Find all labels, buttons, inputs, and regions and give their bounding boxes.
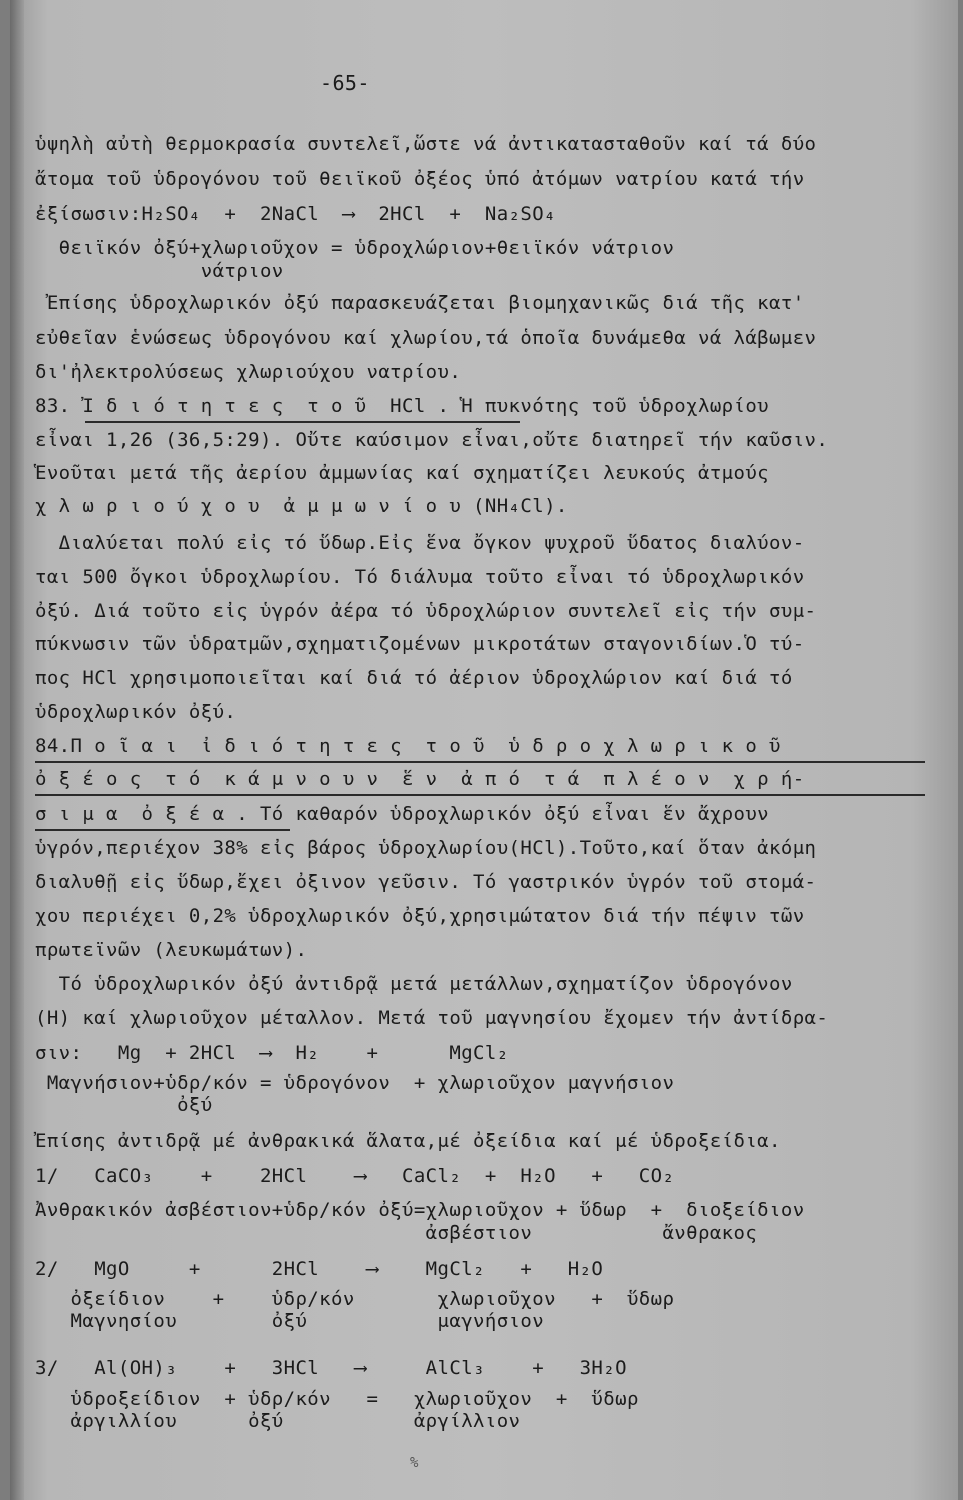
text-line: πρωτεϊνῶν (λευκωμάτων). [35, 939, 308, 961]
text-line: χ λ ω ρ ι ο ύ χ ο υ ἀ μ μ ω ν ί ο υ (NH₄Cl). [35, 495, 568, 517]
text-line: εἶναι 1,26 (36,5:29). Οὔτε καύσιμον εἶναι,οὔτε διατηρεῖ τήν καῦσιν. [35, 429, 829, 451]
text-line: Ἐπίσης ὑδροχλωρικόν ὀξύ παρασκευάζεται βιομηχανικῶς διά τῆς κατ' [35, 292, 805, 314]
text-line: σ ι μ α ὀ ξ έ α . Τό καθαρόν ὑδροχλωρικόν ὀξύ εἶναι ἕν ἄχρουν [35, 803, 770, 825]
text-line: πος HCl χρησιμοποιεῖται καί διά τό ἀέριον ὑδροχλώριον καί διά τό [35, 667, 793, 689]
reaction-2-formula: 2/ MgO + 2HCl ⟶ MgCl₂ + H₂O [35, 1258, 604, 1280]
reaction-1-formula: 1/ CaCO₃ + 2HCl ⟶ CaCl₂ + H₂O + CO₂ [35, 1165, 675, 1187]
reaction-1-words: Ἀνθρακικόν ἀσβέστιον+ὑδρ/κόν ὀξύ=χλωριοῦχον + ὕδωρ + διοξείδιον [35, 1199, 805, 1221]
text-line: ὑγρόν,περιέχον 38% εἰς βάρος ὑδροχλωρίου(HCl).Τοῦτο,καί ὅταν ἀκόμη [35, 837, 817, 859]
reaction-1-words-cont: ἀσβέστιον ἄνθρακος [35, 1222, 758, 1244]
text-line: εὐθεῖαν ἑνώσεως ὑδρογόνου καί χλωρίου,τά ὁποῖα δυνάμεθα νά λάβωμεν [35, 327, 817, 349]
equation-line: ἐξίσωσιν:H₂SO₄ + 2NaCl ⟶ 2HCl + Na₂SO₄ [35, 203, 556, 225]
heading-underline [35, 829, 290, 831]
equation-words: θειϊκόν ὀξύ+χλωριοῦχον = ὑδροχλώριον+θειϊκόν νάτριον [35, 237, 675, 259]
text-line: πύκνωσιν τῶν ὑδρατμῶν,σχηματιζομένων μικροτάτων σταγονιδίων.Ὁ τύ- [35, 633, 805, 655]
section-84-heading-cont: ὀ ξ έ ο ς τ ό κ ά μ ν ο υ ν ἕ ν ἀ π ό τ ά π λ έ ο ν χ ρ ή- [35, 768, 805, 790]
equation-words-cont: ὀξύ [35, 1094, 213, 1116]
reaction-2-words-cont: Μαγνησίου ὀξύ μαγνήσιον [35, 1310, 545, 1332]
heading-underline [85, 421, 520, 423]
reaction-2-words: ὀξείδιον + ὑδρ/κόν χλωριοῦχον + ὕδωρ [35, 1288, 675, 1310]
equation-line: σιν: Mg + 2HCl ⟶ H₂ + MgCl₂ [35, 1042, 509, 1064]
text-line: Ἑνοῦται μετά τῆς ἀερίου ἀμμωνίας καί σχηματίζει λευκούς ἀτμούς [35, 462, 770, 484]
heading-underline [35, 794, 925, 796]
reaction-3-words: ὑδροξείδιον + ὑδρ/κόν = χλωριοῦχον + ὕδωρ [35, 1388, 639, 1410]
text-line: Ἐπίσης ἀντιδρᾷ μέ ἀνθρακικά ἅλατα,μέ ὀξείδια καί μέ ὑδροξείδια. [35, 1130, 781, 1152]
document-page [10, 0, 958, 1500]
text-line: ὑψηλὴ αὐτὴ θερμοκρασία συντελεῖ,ὥστε νά ἀντικατασταθοῦν καί τά δύο [35, 133, 817, 155]
equation-words-cont: νάτριον [35, 260, 284, 282]
text-line: (H) καί χλωριοῦχον μέταλλον. Μετά τοῦ μαγνησίου ἔχομεν τήν ἀντίδρα- [35, 1007, 829, 1029]
reaction-3-words-cont: ἀργιλλίου ὀξύ ἀργίλλιον [35, 1410, 521, 1432]
reaction-3-formula: 3/ Al(OH)₃ + 3HCl ⟶ AlCl₃ + 3H₂O [35, 1357, 627, 1379]
text-line: Τό ὑδροχλωρικόν ὀξύ ἀντιδρᾷ μετά μετάλλων,σχηματίζον ὑδρογόνον [35, 973, 793, 995]
page-number: -65- [320, 71, 370, 95]
text-line: δι'ἠλεκτρολύσεως χλωριούχου νατρίου. [35, 361, 462, 383]
text-line: ὀξύ. Διά τοῦτο εἰς ὑγρόν ἀέρα τό ὑδροχλώριον συντελεῖ εἰς τήν συμ- [35, 600, 817, 622]
text-line: χου περιέχει 0,2% ὑδροχλωρικόν ὀξύ,χρησιμώτατον διά τήν πέψιν τῶν [35, 905, 805, 927]
equation-words: Μαγνήσιον+ὑδρ/κόν = ὑδρογόνον + χλωριοῦχον μαγνήσιον [35, 1072, 675, 1094]
text-line: ἄτομα τοῦ ὑδρογόνου τοῦ θειϊκοῦ ὀξέος ὑπό ἀτόμων νατρίου κατά τήν [35, 168, 805, 190]
text-line: διαλυθῇ εἰς ὕδωρ,ἔχει ὀξινον γεῦσιν. Τό γαστρικόν ὑγρόν τοῦ στομά- [35, 871, 817, 893]
section-83-heading: 83. Ἰ δ ι ό τ η τ ε ς τ ο ῦ HCl . Ἡ πυκνότης τοῦ ὑδροχλωρίου [35, 395, 770, 417]
footer-mark: % [410, 1455, 419, 1471]
text-line: ται 500 ὄγκοι ὑδροχλωρίου. Τό διάλυμα τοῦτο εἶναι τό ὑδροχλωρικόν [35, 566, 805, 588]
text-line: Διαλύεται πολύ εἰς τό ὕδωρ.Εἰς ἕνα ὄγκον ψυχροῦ ὕδατος διαλύον- [35, 532, 805, 554]
section-84-heading: 84.Π ο ῖ α ι ἰ δ ι ό τ η τ ε ς τ ο ῦ ὑ δ ρ ο χ λ ω ρ ι κ ο ῦ [35, 735, 781, 757]
heading-underline [35, 761, 925, 763]
text-line: ὑδροχλωρικόν ὀξύ. [35, 701, 237, 723]
page-edge-shadow [10, 0, 24, 1500]
